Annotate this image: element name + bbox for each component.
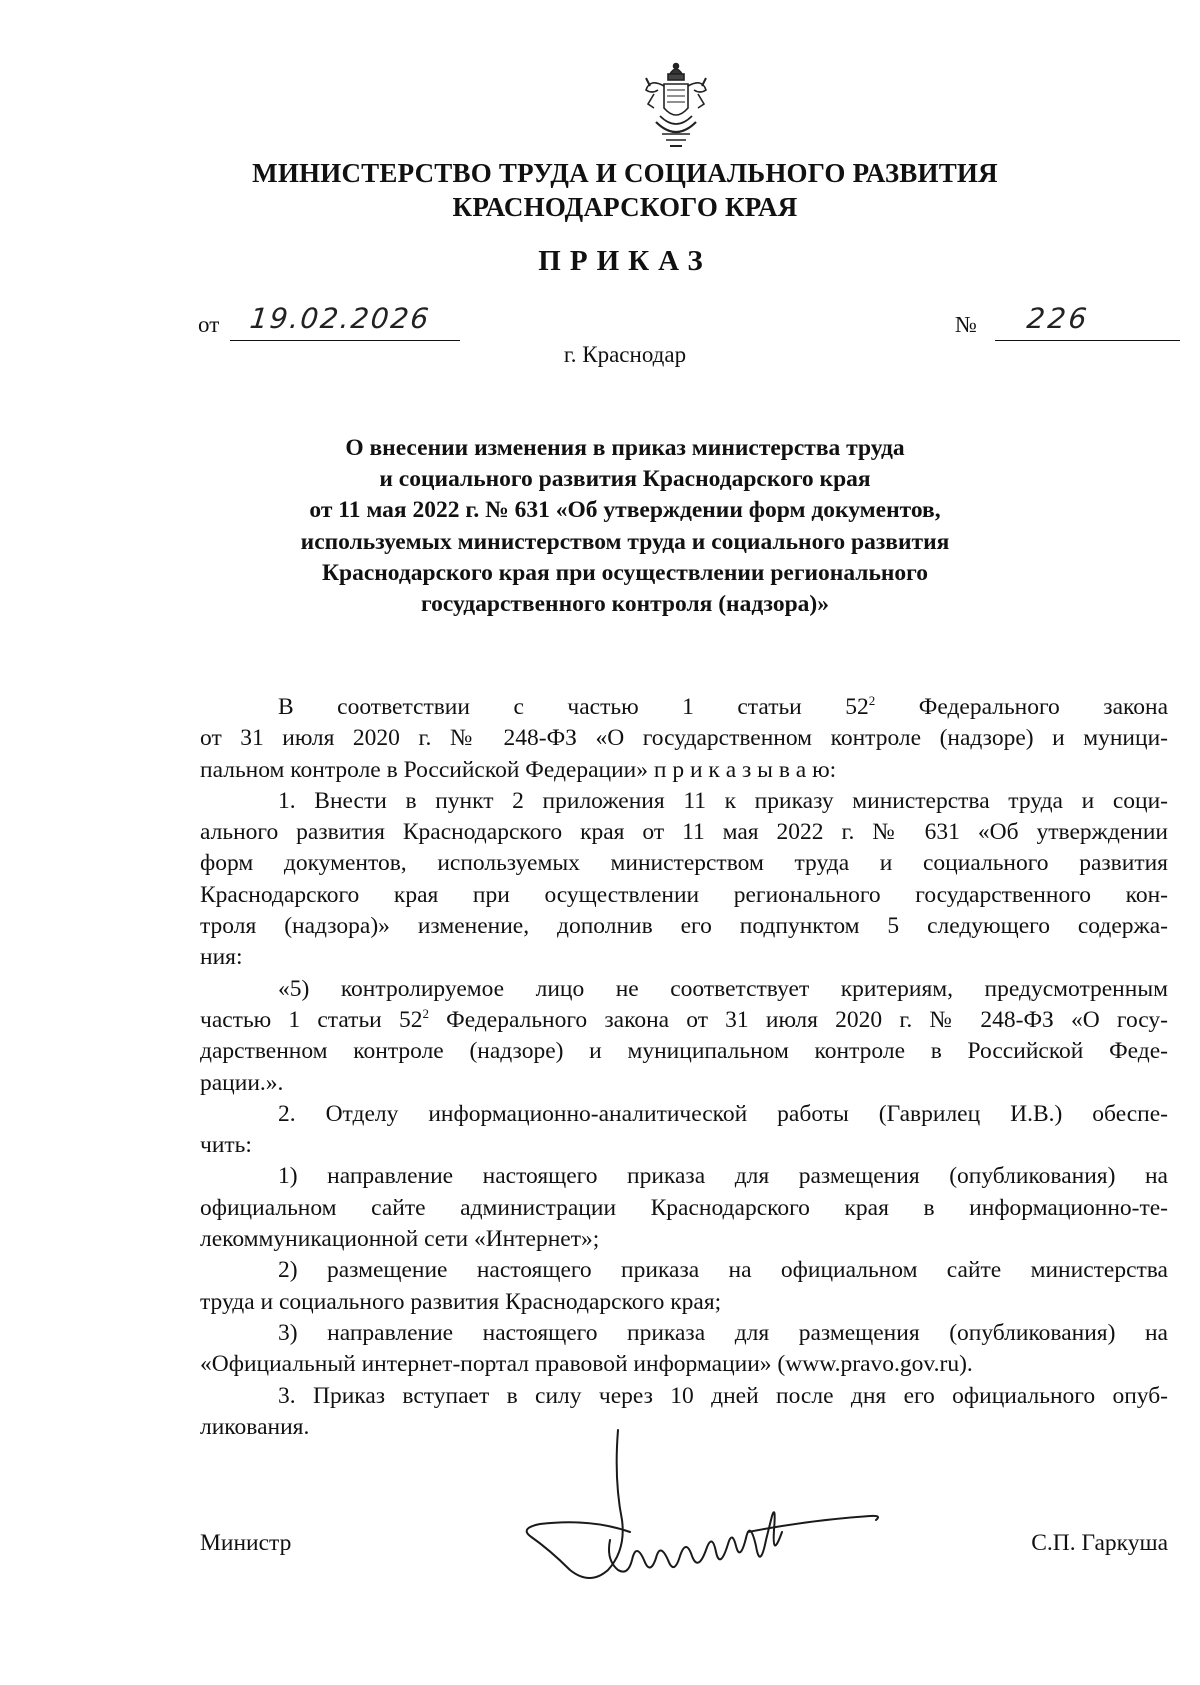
body-line [200, 692, 1168, 723]
signatory-name: С.П. Гаркуша [1031, 1530, 1168, 1556]
order-subject [220, 433, 1030, 620]
ministry-name [200, 156, 1050, 224]
body-text: Федерального закона [875, 694, 1169, 720]
body-line: 1) направление настоящего приказа для размещения (опубликования) на [278, 1163, 1168, 1190]
superscript: 2 [868, 693, 876, 708]
body-line: лекоммуникационной сети «Интернет»; [200, 1226, 600, 1253]
superscript: 2 [422, 1005, 429, 1021]
subject-line: и социального развития Краснодарского края [379, 466, 871, 493]
body-line: ального развития Краснодарского края от 11 мая 2022 г. № 631 «Об утверждении [200, 819, 1168, 846]
body-line: чить: [200, 1132, 252, 1159]
coat-of-arms-icon [640, 60, 712, 152]
body-text: частью 1 статьи 52 [200, 1006, 423, 1033]
order-body [200, 692, 1168, 1443]
body-line: 2) размещение настоящего приказа на официальном сайте министерства [278, 1257, 1168, 1284]
date-value: 19.02.2026 [248, 302, 433, 335]
body-line: «Официальный интернет-портал правовой информации» (www.pravo.gov.ru). [200, 1351, 973, 1378]
body-line: 2. Отделу информационно-аналитической работы (Гаврилец И.В.) обеспе- [278, 1100, 1168, 1127]
subject-line: Краснодарского края при осуществлении регионального [321, 559, 929, 586]
body-line: ликования. [200, 1413, 310, 1440]
subject-line: используемых министерством труда и социального развития [300, 528, 950, 555]
body-line: от 31 июля 2020 г. № 248-ФЗ «О государственном контроле (надзоре) и муници- [200, 725, 1168, 752]
body-line: ния: [200, 944, 243, 971]
number-label: № [955, 312, 977, 337]
handwritten-signature [510, 1420, 910, 1590]
order-title: ПРИКАЗ [538, 245, 712, 277]
body-line: троля (надзора)» изменение, дополнив его подпунктом 5 следующего содержа- [200, 913, 1168, 940]
number-value: 226 [1025, 302, 1092, 335]
body-text-spaced: п р и к а з ы в а ю: [653, 756, 837, 783]
ministry-line-1: МИНИСТЕРСТВО ТРУДА И СОЦИАЛЬНОГО РАЗВИТИЯ [252, 158, 998, 188]
date-label: от [198, 312, 220, 337]
signatory-position: Министр [200, 1530, 292, 1556]
city: г. Краснодар [563, 342, 687, 367]
body-line [200, 755, 1168, 786]
body-text: Федерального закона от 31 июля 2020 г. № 248-ФЗ «О госу- [428, 1006, 1168, 1033]
date-underline [230, 340, 460, 341]
body-line: официальном сайте администрации Краснодарского края в информационно-те- [200, 1194, 1168, 1221]
body-line: «5) контролируемое лицо не соответствует критериям, предусмотренным [278, 975, 1168, 1002]
subject-line: О внесении изменения в приказ министерства труда [345, 435, 905, 461]
body-line: дарственном контроле (надзоре) и муниципальном контроле в Российской Феде- [200, 1038, 1168, 1065]
body-text: пальном контроле в Российской Федерации» [200, 756, 654, 783]
subject-line: государственного контроля (надзора)» [421, 591, 829, 618]
body-text: В соответствии с частью 1 статьи 52 [278, 694, 869, 720]
body-line: форм документов, используемых министерством труда и социального развития [200, 850, 1168, 877]
subject-line: от 11 мая 2022 г. № 631 «Об утверждении форм документов, [309, 497, 941, 524]
body-line: труда и социального развития Краснодарского края; [200, 1288, 722, 1315]
number-underline [995, 340, 1180, 341]
body-line: 1. Внести в пункт 2 приложения 11 к приказу министерства труда и соци- [278, 787, 1168, 814]
ministry-line-2: КРАСНОДАРСКОГО КРАЯ [452, 192, 798, 222]
body-line: рации.». [200, 1069, 284, 1096]
body-line [200, 1005, 1168, 1036]
body-line: 3. Приказ вступает в силу через 10 дней после дня его официального опуб- [278, 1382, 1168, 1409]
body-line: 3) направление настоящего приказа для размещения (опубликования) на [278, 1319, 1168, 1346]
body-line: Краснодарского края при осуществлении регионального государственного кон- [200, 881, 1168, 908]
